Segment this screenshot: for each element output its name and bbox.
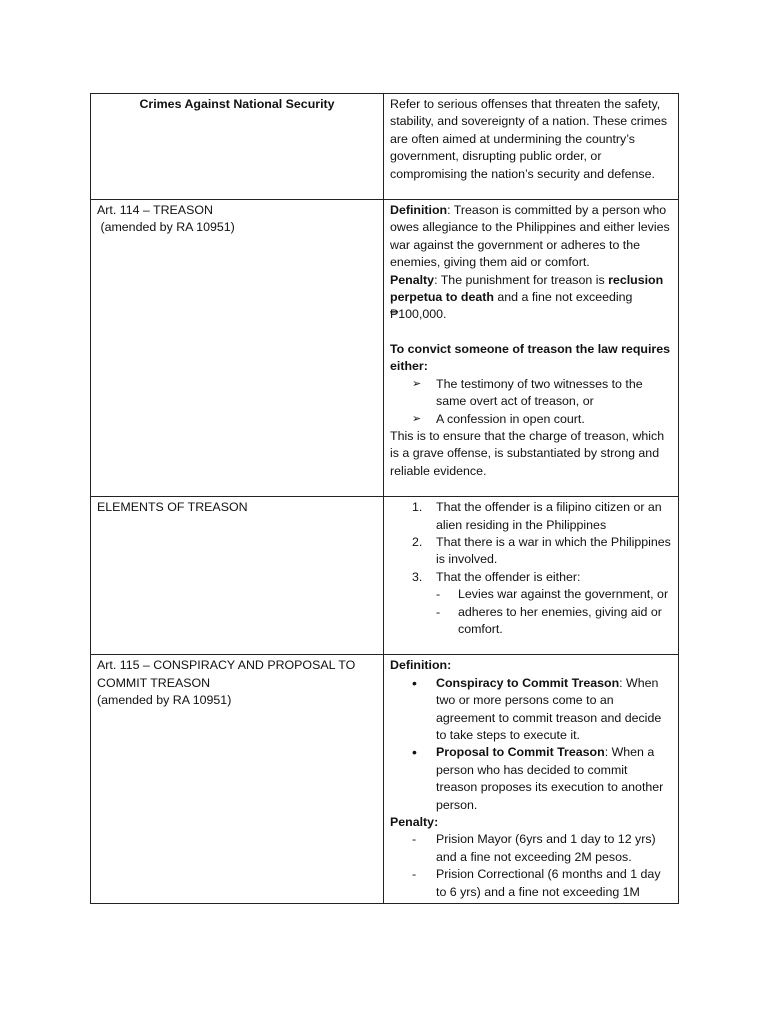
penalty-emphasis: reclusion perpetua to death (390, 272, 664, 305)
article-amendment: (amended by RA 10951) (97, 220, 235, 235)
row-heading-cell (91, 655, 384, 904)
list-item (390, 376, 672, 411)
list-item-text: That the offender is a filipino citizen or an alien residing in the Philippines (436, 500, 662, 532)
definition-label: Definition (390, 203, 448, 218)
list-item (390, 499, 672, 534)
convict-heading: To convict someone of treason the law requires either: (390, 341, 670, 374)
list-item (390, 744, 672, 814)
spacer (390, 324, 672, 341)
list-item (390, 569, 672, 586)
table-row (91, 655, 679, 904)
sub-list-item-text: Prision Correctional (6 months and 1 day to 6 yrs) and a fine not exceeding 1M (436, 867, 661, 899)
penalty-label: Penalty (390, 272, 435, 287)
row-heading-cell (91, 497, 384, 655)
penalty-paragraph (390, 272, 672, 324)
closing-paragraph: This is to ensure that the charge of treason, which is a grave offense, is substantiated by strong and reliable evidence. (390, 428, 665, 478)
dash-bullet-icon: - (412, 832, 417, 847)
table-row (91, 94, 679, 200)
list-number: 3. (412, 569, 423, 584)
list-item-text: : When a person who has decided to commit treason proposes its execution to another person. (436, 745, 664, 812)
list-item-text: A confession in open court. (436, 411, 585, 426)
penalty-text-end: and a fine not exceeding ₱100,000. (390, 290, 633, 322)
list-item (390, 675, 672, 745)
row-heading-cell (91, 94, 384, 200)
list-number: 2. (412, 534, 423, 549)
sub-list-item (390, 586, 672, 603)
article-title: Art. 114 – TREASON (97, 203, 213, 218)
sub-list-item (390, 831, 672, 866)
list-item-term: Conspiracy to Commit Treason (436, 675, 620, 690)
list-number: 1. (412, 500, 423, 515)
arrow-bullet-icon: ➢ (412, 412, 422, 425)
bullet-dot-icon: • (412, 674, 417, 691)
elements-title: ELEMENTS OF TREASON (97, 500, 248, 515)
section-title: Crimes Against National Security (139, 97, 335, 111)
row-content-cell (384, 655, 679, 904)
list-item-text: The testimony of two witnesses to the same overt act of treason, or (436, 376, 643, 409)
article-amendment: (amended by RA 10951) (97, 693, 232, 708)
dash-bullet-icon: - (412, 867, 417, 882)
definition-paragraph (390, 202, 672, 272)
article-title: Art. 115 – CONSPIRACY AND PROPOSAL TO COMMIT TREASON (97, 658, 356, 690)
sub-list-item-text: adheres to her enemies, giving aid or comfort. (458, 604, 662, 636)
definition-label: Definition: (390, 658, 452, 673)
arrow-bullet-icon: ➢ (412, 377, 422, 390)
definition-text: : Treason is committed by a person who owes allegiance to the Philippines and either levies war against the government or adheres to the enemies, giving them aid or comfort. (390, 203, 670, 270)
list-item-text: : When two or more persons come to an agreement to commit treason and decide to take steps to execute it. (436, 675, 662, 742)
dash-bullet-icon: - (436, 604, 441, 619)
row-content-cell (384, 94, 679, 200)
dash-bullet-icon: - (436, 587, 441, 602)
sub-list-item-text: Levies war against the government, or (458, 587, 669, 602)
penalty-label: Penalty: (390, 815, 439, 830)
list-item-text: That there is a war in which the Philippines is involved. (436, 534, 671, 567)
sub-list-item (390, 604, 672, 639)
row-content-cell (384, 497, 679, 655)
bullet-dot-icon: • (412, 744, 417, 761)
section-description: Refer to serious offenses that threaten the safety, stability, and sovereignty of a nation. These crimes are often aimed at undermining the country’s government, disrupting public order, or compromising the nation’s security and defense. (390, 97, 668, 181)
sub-list-item (390, 866, 672, 901)
list-item-term: Proposal to Commit Treason (436, 745, 605, 760)
row-content-cell (384, 200, 679, 497)
table-row (91, 497, 679, 655)
list-item (390, 534, 672, 569)
legal-notes-table (90, 93, 679, 904)
penalty-text: : The punishment for treason is (434, 272, 609, 287)
row-heading-cell (91, 200, 384, 497)
list-item (390, 411, 672, 428)
table-row (91, 200, 679, 497)
list-item-text: That the offender is either: (436, 569, 581, 584)
sub-list-item-text: Prision Mayor (6yrs and 1 day to 12 yrs) and a fine not exceeding 2M pesos. (436, 832, 656, 864)
